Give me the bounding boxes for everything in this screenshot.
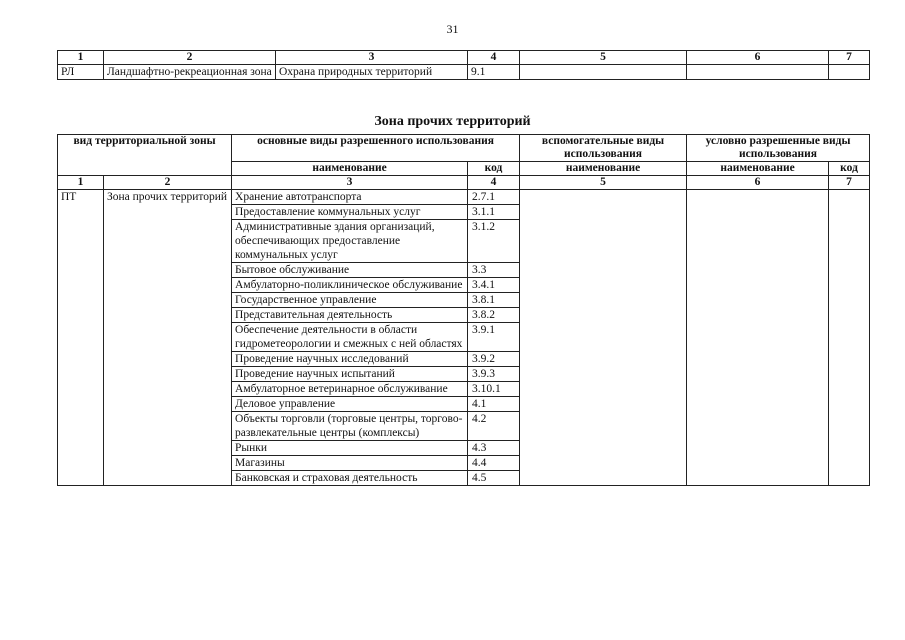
empty-cell xyxy=(687,190,829,486)
use-code: 4.2 xyxy=(468,412,520,441)
col-number: 3 xyxy=(276,51,468,65)
col-number: 7 xyxy=(829,51,870,65)
use-code: 4.4 xyxy=(468,456,520,471)
col-number: 4 xyxy=(468,176,520,190)
header-aux-uses: вспомогательные виды использования xyxy=(520,135,687,162)
header-code: код xyxy=(829,162,870,176)
use-code: 4.1 xyxy=(468,397,520,412)
use-name: Охрана природных территорий xyxy=(276,65,468,80)
use-name: Предоставление коммунальных услуг xyxy=(232,205,468,220)
col-number: 7 xyxy=(829,176,870,190)
header-zone-type: вид территориальной зоны xyxy=(58,135,232,176)
table-row xyxy=(58,190,870,205)
use-code: 3.4.1 xyxy=(468,278,520,293)
zone-code: РЛ xyxy=(58,65,104,80)
use-code: 3.9.3 xyxy=(468,367,520,382)
use-name: Бытовое обслуживание xyxy=(232,263,468,278)
col-number: 6 xyxy=(687,176,829,190)
header-name: наименование xyxy=(687,162,829,176)
use-name: Банковская и страховая деятельность xyxy=(232,471,468,486)
section-title: Зона прочих территорий xyxy=(374,114,531,129)
use-name: Амбулаторное ветеринарное обслуживание xyxy=(232,382,468,397)
top-table xyxy=(57,50,870,80)
zone-name: Зона прочих территорий xyxy=(104,190,232,486)
use-name: Проведение научных исследований xyxy=(232,352,468,367)
use-code: 4.5 xyxy=(468,471,520,486)
use-name: Рынки xyxy=(232,441,468,456)
col-number: 6 xyxy=(687,51,829,65)
col-number: 4 xyxy=(468,51,520,65)
zone-uses-table xyxy=(57,134,870,486)
use-name: Представительная деятельность xyxy=(232,308,468,323)
header-conditional-uses: условно разрешенные виды использования xyxy=(687,135,870,162)
table-row xyxy=(58,65,870,80)
col-number: 5 xyxy=(520,176,687,190)
use-name: Обеспечение деятельности в области гидрометеорологии и смежных с ней областях xyxy=(232,323,468,352)
use-code: 3.1.1 xyxy=(468,205,520,220)
use-name: Административные здания организаций, обеспечивающих предоставление коммунальных услуг xyxy=(232,220,468,263)
use-name: Деловое управление xyxy=(232,397,468,412)
header-row-1 xyxy=(58,135,870,162)
empty-cell xyxy=(829,190,870,486)
empty-cell xyxy=(520,65,687,80)
empty-cell xyxy=(829,65,870,80)
col-number: 2 xyxy=(104,176,232,190)
col-number: 2 xyxy=(104,51,276,65)
use-code: 4.3 xyxy=(468,441,520,456)
column-numbers-row xyxy=(58,176,870,190)
use-code: 3.3 xyxy=(468,263,520,278)
zone-uses-body xyxy=(58,190,870,486)
use-name: Государственное управление xyxy=(232,293,468,308)
use-code: 2.7.1 xyxy=(468,190,520,205)
zone-name: Ландшафтно-рекреационная зона xyxy=(104,65,276,80)
use-name: Объекты торговли (торговые центры, торгово-развлекательные центры (комплексы) xyxy=(232,412,468,441)
use-code: 3.8.1 xyxy=(468,293,520,308)
header-main-uses: основные виды разрешенного использования xyxy=(232,135,520,162)
use-name: Хранение автотранспорта xyxy=(232,190,468,205)
col-number: 3 xyxy=(232,176,468,190)
use-name: Проведение научных испытаний xyxy=(232,367,468,382)
use-code: 3.1.2 xyxy=(468,220,520,263)
col-number: 1 xyxy=(58,51,104,65)
empty-cell xyxy=(687,65,829,80)
use-code: 9.1 xyxy=(468,65,520,80)
page-number: 31 xyxy=(446,22,459,36)
use-name: Амбулаторно-поликлиническое обслуживание xyxy=(232,278,468,293)
empty-cell xyxy=(520,190,687,486)
col-number: 5 xyxy=(520,51,687,65)
use-code: 3.9.2 xyxy=(468,352,520,367)
zone-code: ПТ xyxy=(58,190,104,486)
use-code: 3.9.1 xyxy=(468,323,520,352)
top-table-column-numbers xyxy=(58,51,870,65)
col-number: 1 xyxy=(58,176,104,190)
header-name: наименование xyxy=(520,162,687,176)
use-code: 3.8.2 xyxy=(468,308,520,323)
header-name: наименование xyxy=(232,162,468,176)
header-code: код xyxy=(468,162,520,176)
use-code: 3.10.1 xyxy=(468,382,520,397)
use-name: Магазины xyxy=(232,456,468,471)
